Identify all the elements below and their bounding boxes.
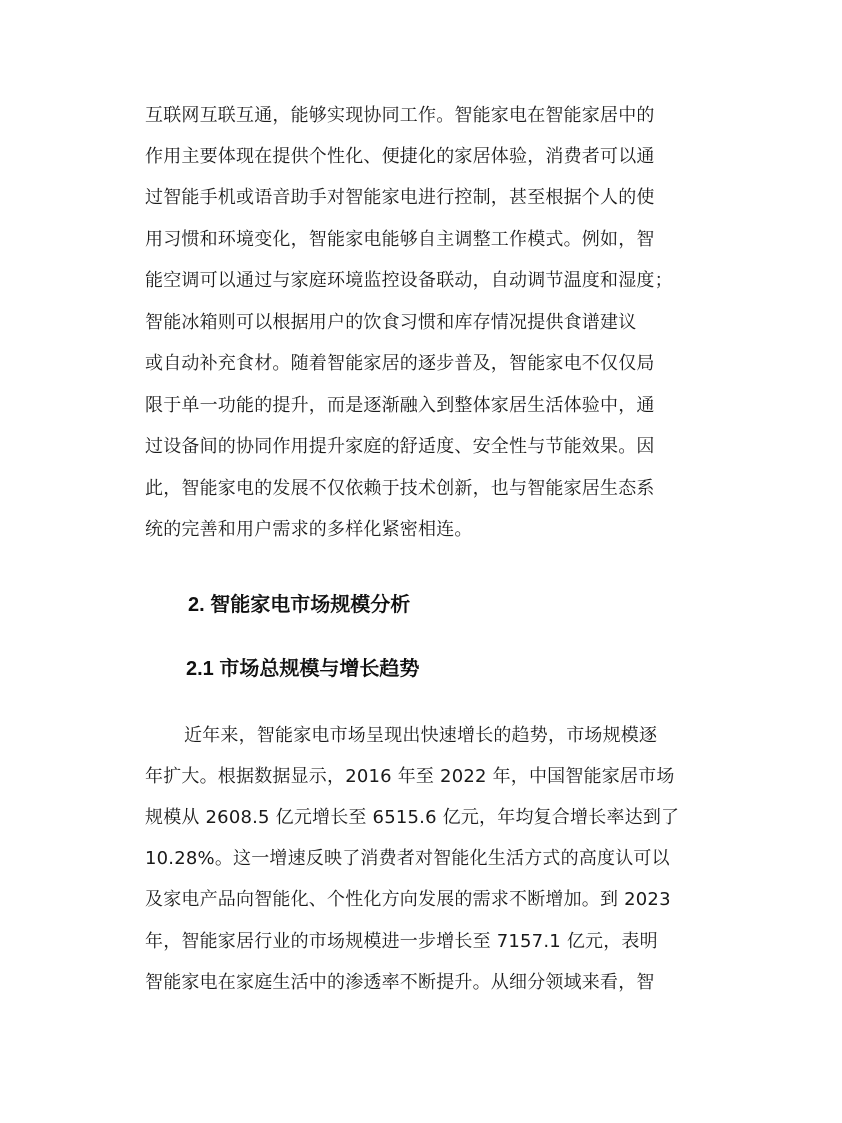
paragraph-line: 智能冰箱则可以根据用户的饮食习惯和库存情况提供食谱建议 <box>145 312 637 333</box>
paragraph-line: 近年来，智能家电市场呈现出快速增长的趋势，市场规模逐 <box>184 725 658 746</box>
paragraph-line: 年扩大。根据数据显示，2016 年至 2022 年，中国智能家居市场 <box>145 766 675 787</box>
paragraph-line: 智能家电在家庭生活中的渗透率不断提升。从细分领域来看，智 <box>145 972 655 993</box>
paragraph-line: 过设备间的协同作用提升家庭的舒适度、安全性与节能效果。因 <box>145 436 655 457</box>
section-heading: 2. 智能家电市场规模分析 <box>188 594 411 616</box>
paragraph-line: 年，智能家居行业的市场规模进一步增长至 7157.1 亿元，表明 <box>145 931 658 952</box>
paragraph-line: 10.28%。这一增速反映了消费者对智能化生活方式的高度认可以 <box>145 848 670 869</box>
paragraph-line: 规模从 2608.5 亿元增长至 6515.6 亿元，年均复合增长率达到了 <box>145 807 680 828</box>
paragraph-line: 此，智能家电的发展不仅依赖于技术创新，也与智能家居生态系 <box>145 478 655 499</box>
paragraph-line: 及家电产品向智能化、个性化方向发展的需求不断增加。到 2023 <box>145 889 671 910</box>
paragraph-line: 统的完善和用户需求的多样化紧密相连。 <box>145 519 473 540</box>
paragraph-line: 能空调可以通过与家庭环境监控设备联动，自动调节温度和湿度； <box>145 270 673 291</box>
paragraph-line: 作用主要体现在提供个性化、便捷化的家居体验，消费者可以通 <box>145 146 655 167</box>
paragraph-line: 限于单一功能的提升，而是逐渐融入到整体家居生活体验中，通 <box>145 395 655 416</box>
paragraph-line: 过智能手机或语音助手对智能家电进行控制，甚至根据个人的使 <box>145 187 655 208</box>
subsection-heading: 2.1 市场总规模与增长趋势 <box>186 658 420 680</box>
paragraph-line: 互联网互联互通，能够实现协同工作。智能家电在智能家居中的 <box>145 105 655 126</box>
paragraph-line: 用习惯和环境变化，智能家电能够自主调整工作模式。例如，智 <box>145 229 655 250</box>
paragraph-line: 或自动补充食材。随着智能家居的逐步普及，智能家电不仅仅局 <box>145 353 655 374</box>
